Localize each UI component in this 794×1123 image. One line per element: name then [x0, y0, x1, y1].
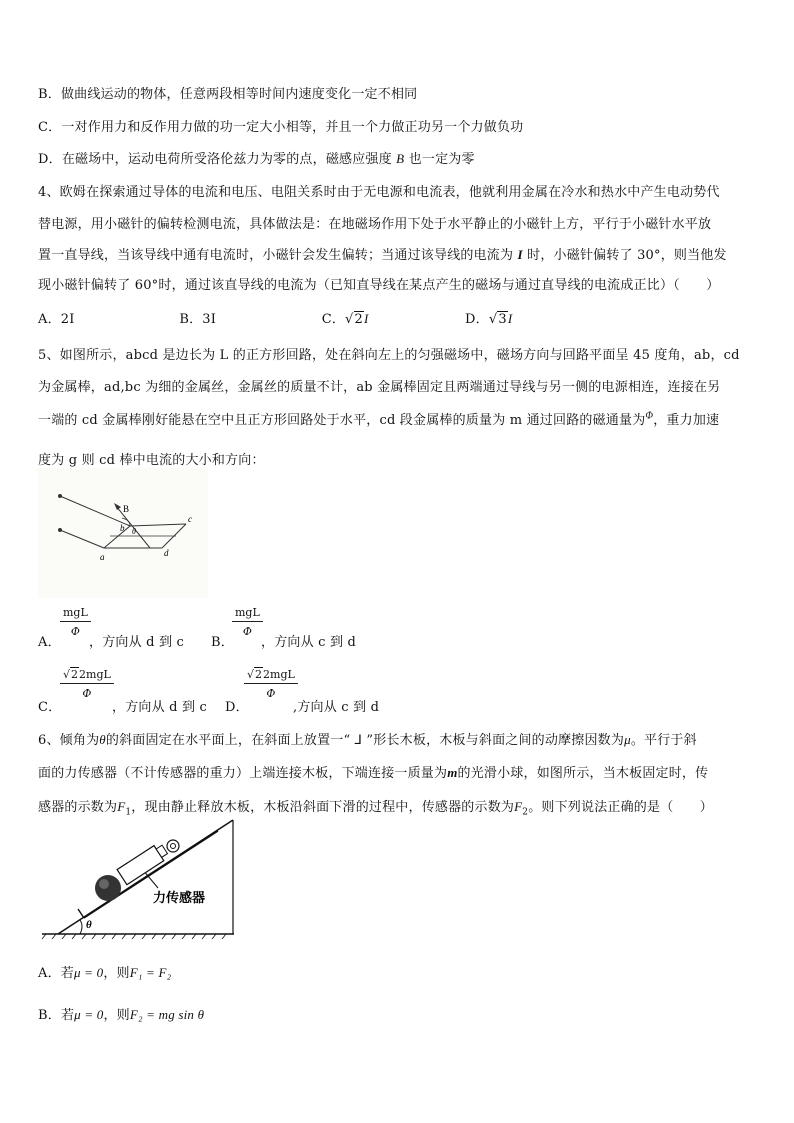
q6-f2-sub: 2 — [522, 807, 529, 818]
board-lip — [78, 909, 84, 918]
pulley-hub — [171, 844, 176, 849]
q6-option-b — [38, 1004, 204, 1023]
q5-option-c-fraction — [60, 668, 114, 700]
sensor-body — [117, 846, 164, 885]
q4-line-4: 现小磁针偏转了 60°时，通过该直导线的电流为（已知直导线在某点产生的磁场与通过直导线的电流成正比）（ ） — [38, 278, 720, 293]
radicand: 2 — [255, 668, 263, 681]
fraction-numerator: √22mgL — [244, 668, 298, 684]
q5-line-1: 5、如图所示，abcd 是边长为 L 的正方形回路，处在斜向左上的匀强磁场中，磁场方向与回路平面呈 45 度角，ab，cd — [38, 348, 740, 363]
q5-option-a: A． — [38, 635, 61, 650]
fraction-denominator: Φ — [242, 625, 252, 638]
q4-option-a: A．2I — [38, 312, 75, 327]
q4-option-c: C．√2I — [322, 308, 461, 327]
terminal-upper — [58, 494, 62, 498]
q5-line-3-text: 一端的 cd 金属棒刚好能悬在空中且正方形回路处于水平，cd 段金属棒的质量为 m 通过回路的磁通量为 — [38, 413, 646, 428]
sensor-label: 力传感器 — [153, 891, 206, 906]
figure-theta: θ — [86, 919, 92, 931]
q5-option-b: B． — [211, 635, 234, 650]
q6-mass: m — [447, 765, 458, 780]
q6-line-1 — [38, 729, 697, 748]
q5-circuit-figure — [38, 468, 208, 598]
q6-option-b-equation: F₂ = mg sin θ — [129, 1007, 205, 1022]
q4-option-c-label: C． — [321, 312, 346, 327]
fraction-denominator: Φ — [82, 687, 92, 700]
q5-option-d: D． — [225, 700, 249, 715]
q5-line-2: 为金属棒，ad,bc 为细的金属丝，金属丝的质量不计，ab 金属棒固定且两端通过导线与另一侧的电源相连，连接在另 — [38, 380, 721, 395]
q6-line-2-tail: 的光滑小球，如图所示，当木板固定时，传 — [457, 766, 709, 781]
q5-line-4: 度为 g 则 cd 棒中电流的大小和方向： — [38, 453, 265, 468]
ball-highlight — [99, 879, 109, 889]
q6-option-a-equation: F₁ = F₂ — [129, 965, 172, 980]
q5-option-a-fraction — [60, 606, 91, 638]
q4-option-d: D．√3I — [465, 308, 512, 327]
q3-option-d — [38, 148, 475, 167]
q6-line-3-text: 感器的示数为 — [38, 800, 118, 815]
q6-line-2-text: 面的力传感器（不计传感器的重力）上端连接木板，下端连接一质量为 — [38, 766, 448, 781]
q4-line-3 — [38, 244, 727, 263]
q5-option-d-direction: ,方向从 c 到 d — [293, 700, 380, 715]
label-a: a — [100, 552, 105, 562]
figure-background — [38, 468, 208, 598]
q6-option-a-condition: μ = 0 — [74, 965, 104, 980]
q5-line-3-var: Φ — [645, 410, 654, 422]
q4-option-d-radicand: 3 — [498, 312, 507, 327]
q5-option-c: C． — [38, 700, 62, 715]
q4-option-d-var: I — [507, 311, 513, 326]
q4-line-3-text: 置一直导线，当该导线中通有电流时，小磁针会发生偏转；当通过该导线的电流为 — [38, 248, 514, 263]
q6-line-2 — [38, 762, 708, 781]
q4-line-3-var: I — [517, 247, 523, 262]
numerator-text: 2mgL — [263, 668, 295, 681]
numerator-text: 2mgL — [79, 668, 111, 681]
fraction-numerator: mgL — [60, 606, 91, 622]
fraction-numerator: √22mgL — [60, 668, 114, 684]
q6-option-b-text: B．若 — [38, 1008, 75, 1023]
theta-arc — [80, 920, 82, 934]
q5-option-b-direction: ，方向从 c 到 d — [261, 635, 356, 650]
label-B: B — [123, 504, 130, 514]
q6-option-b-mid: ，则 — [103, 1008, 130, 1023]
q5-option-b-fraction — [232, 606, 263, 638]
q4-options — [38, 308, 512, 327]
q3-option-b: B．做曲线运动的物体，任意两段相等时间内速度变化一定不相同 — [38, 87, 418, 102]
label-b: b — [120, 523, 125, 533]
q4-option-c-radicand: 2 — [354, 312, 364, 327]
q4-line-1: 4、欧姆在探索通过导体的电流和电压、电阻关系时由于无电源和电流表，他就利用金属在冷水和热水中产生电动势代 — [38, 185, 720, 200]
incline-surface — [58, 820, 233, 934]
q6-option-a-text: A．若 — [38, 966, 74, 981]
q4-line-2: 替电源，用小磁针的偏转检测电流，具体做法是：在地磁场作用下处于水平静止的小磁针上方，平行于小磁针水平放 — [38, 217, 712, 232]
label-theta: θ — [132, 527, 136, 536]
q5-option-a-direction: ，方向从 d 到 c — [89, 635, 184, 650]
q6-option-b-condition: μ = 0 — [74, 1007, 104, 1022]
q6-f1: F — [117, 799, 126, 814]
q5-option-c-direction: ，方向从 d 到 c — [112, 700, 207, 715]
fraction-denominator: Φ — [70, 625, 80, 638]
q6-mu: μ — [624, 732, 631, 747]
terminal-lower — [58, 528, 62, 532]
q6-line-1-text: 6、倾角为 — [38, 733, 100, 748]
q4-option-b: B．3I — [179, 312, 217, 327]
q5-line-3 — [38, 409, 719, 428]
radicand: 2 — [71, 668, 79, 681]
label-d: d — [164, 548, 169, 558]
ball — [95, 875, 121, 901]
q4-option-c-var: I — [364, 311, 369, 326]
q3-option-d-var: B — [396, 151, 405, 166]
q5-option-d-fraction — [244, 668, 298, 700]
q6-line-3 — [38, 796, 713, 818]
q6-option-a-mid: ，则 — [103, 966, 130, 981]
q6-theta: θ — [99, 732, 106, 747]
q3-option-d-tail: 也一定为零 — [408, 152, 475, 167]
fraction-denominator: Φ — [266, 687, 276, 700]
q3-option-c: C．一对作用力和反作用力做的功一定大小相等，并且一个力做正功另一个力做负功 — [38, 120, 524, 135]
q5-line-3-tail: ，重力加速 — [653, 413, 720, 428]
q6-incline-figure — [38, 818, 238, 943]
fraction-numerator: mgL — [232, 606, 263, 622]
label-c: c — [188, 514, 192, 524]
q3-option-d-text: D．在磁场中，运动电荷所受洛伦兹力为零的点，磁感应强度 — [38, 152, 392, 167]
q4-option-d-label: D． — [465, 312, 489, 327]
q6-option-a — [38, 962, 171, 981]
q6-f1-sub: 1 — [125, 807, 132, 818]
q6-line-1-mid: 的斜面固定在水平面上，在斜面上放置一“ ⅃ ”形长木板，木板与斜面之间的动摩擦因数为 — [105, 733, 625, 748]
q4-line-3-tail: 时，小磁针偏转了 30°，则当他发 — [527, 248, 727, 263]
q6-line-1-tail: 。平行于斜 — [630, 733, 697, 748]
q6-line-3-tail: 。则下列说法正确的是（ ） — [528, 800, 714, 815]
q6-f2: F — [514, 799, 523, 814]
q6-line-3-mid: ，现由静止释放木板，木板沿斜面下滑的过程中，传感器的示数为 — [131, 800, 515, 815]
